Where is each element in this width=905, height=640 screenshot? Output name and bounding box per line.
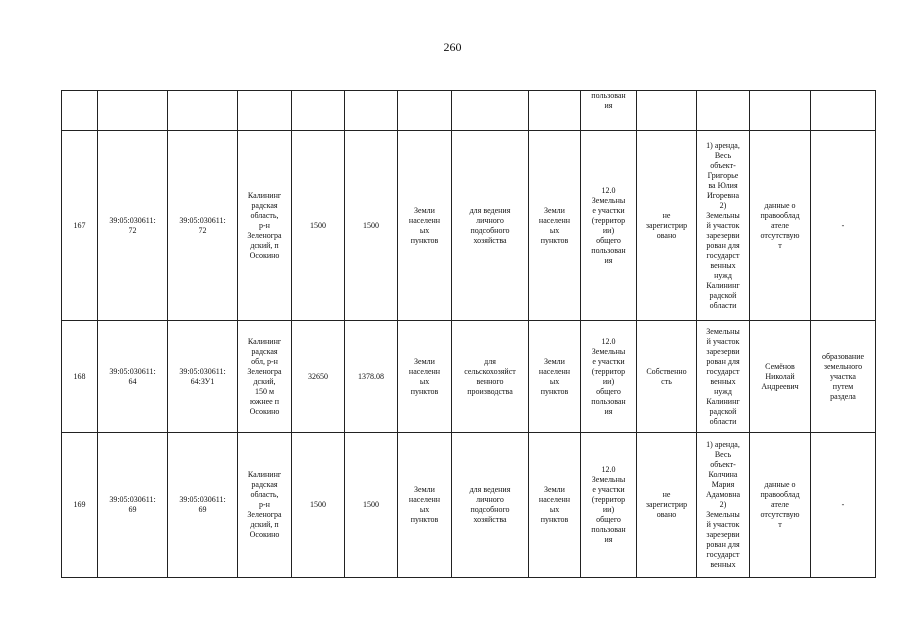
row-number-cell: 168 [62, 321, 98, 433]
table-cell: пользован ия [581, 91, 637, 131]
table-cell: 39:05:030611: 64 [98, 321, 168, 433]
table-cell: 39:05:030611: 69 [98, 433, 168, 578]
table-cell: Земли населенн ых пунктов [398, 131, 452, 321]
row-number-cell: 169 [62, 433, 98, 578]
page-number: 260 [443, 40, 462, 54]
table-cell: - [811, 131, 876, 321]
table-cell: Калининг радская область, р-н Зеленогра дский, п Осокино [238, 433, 292, 578]
table-cell: для сельскохозяйст венного производства [452, 321, 529, 433]
table-cell: 39:05:030611: 64:ЗУ1 [168, 321, 238, 433]
table-cell: 1500 [292, 433, 345, 578]
table-cell [168, 91, 238, 131]
table-cell [750, 91, 811, 131]
table-cell: Земельны й участок зарезерви рован для государст венных нужд Калининг радской области [697, 321, 750, 433]
table-cell [292, 91, 345, 131]
table-cell: Земли населенн ых пунктов [529, 131, 581, 321]
table-cell [238, 91, 292, 131]
table-cell: 1378.08 [345, 321, 398, 433]
table-cell: 12.0 Земельны е участки (территор ии) общего пользован ия [581, 321, 637, 433]
table-cell: 1500 [292, 131, 345, 321]
table-row [62, 321, 876, 433]
table-row [62, 433, 876, 578]
table-cell [345, 91, 398, 131]
table-cell: Земли населенн ых пунктов [529, 433, 581, 578]
table-cell: для ведения личного подсобного хозяйства [452, 131, 529, 321]
table-cell: - [811, 433, 876, 578]
table-cell: 1) аренда, Весь объект- Колчина Мария Адамовна 2) Земельны й участок зарезерви рован для государст венных [697, 433, 750, 578]
table-cell: для ведения личного подсобного хозяйства [452, 433, 529, 578]
table-cell [452, 91, 529, 131]
table-cell: данные о правооблад ателе отсутствую т [750, 433, 811, 578]
table-row [62, 131, 876, 321]
table-cell: 12.0 Земельны е участки (территор ии) общего пользован ия [581, 131, 637, 321]
table-cell: данные о правооблад ателе отсутствую т [750, 131, 811, 321]
table-cell: не зарегистрир овано [637, 433, 697, 578]
table-cell: Калининг радская обл, р-н Зеленогра дский, 150 м южнее п Осокино [238, 321, 292, 433]
table-cell [697, 91, 750, 131]
table-cell: образование земельного участка путем раздела [811, 321, 876, 433]
table-cell [529, 91, 581, 131]
table-cell [62, 91, 98, 131]
row-number-cell: 167 [62, 131, 98, 321]
table-cell: Калининг радская область, р-н Зеленогра дский, п Осокино [238, 131, 292, 321]
table-cell: Земли населенн ых пунктов [398, 433, 452, 578]
table-cell: 39:05:030611: 72 [98, 131, 168, 321]
table-row [62, 91, 876, 131]
table-cell: 1500 [345, 433, 398, 578]
table-cell [398, 91, 452, 131]
table-cell: Семёнов Николай Андреевич [750, 321, 811, 433]
table-cell: 32650 [292, 321, 345, 433]
table-cell: 1) аренда, Весь объект- Григорье ва Юлия Игоревна 2) Земельны й участок зарезерви рован для государст венных нужд Калининг радской области [697, 131, 750, 321]
table-cell: 1500 [345, 131, 398, 321]
table-cell [98, 91, 168, 131]
table-cell: 12.0 Земельны е участки (территор ии) общего пользован ия [581, 433, 637, 578]
table-cell: Земли населенн ых пунктов [398, 321, 452, 433]
table-cell [637, 91, 697, 131]
land-parcel-table [61, 90, 876, 578]
table-cell: Земли населенн ых пунктов [529, 321, 581, 433]
table-cell: не зарегистрир овано [637, 131, 697, 321]
table-cell: Собственно сть [637, 321, 697, 433]
table-cell [811, 91, 876, 131]
table-cell: 39:05:030611: 72 [168, 131, 238, 321]
table-cell: 39:05:030611: 69 [168, 433, 238, 578]
